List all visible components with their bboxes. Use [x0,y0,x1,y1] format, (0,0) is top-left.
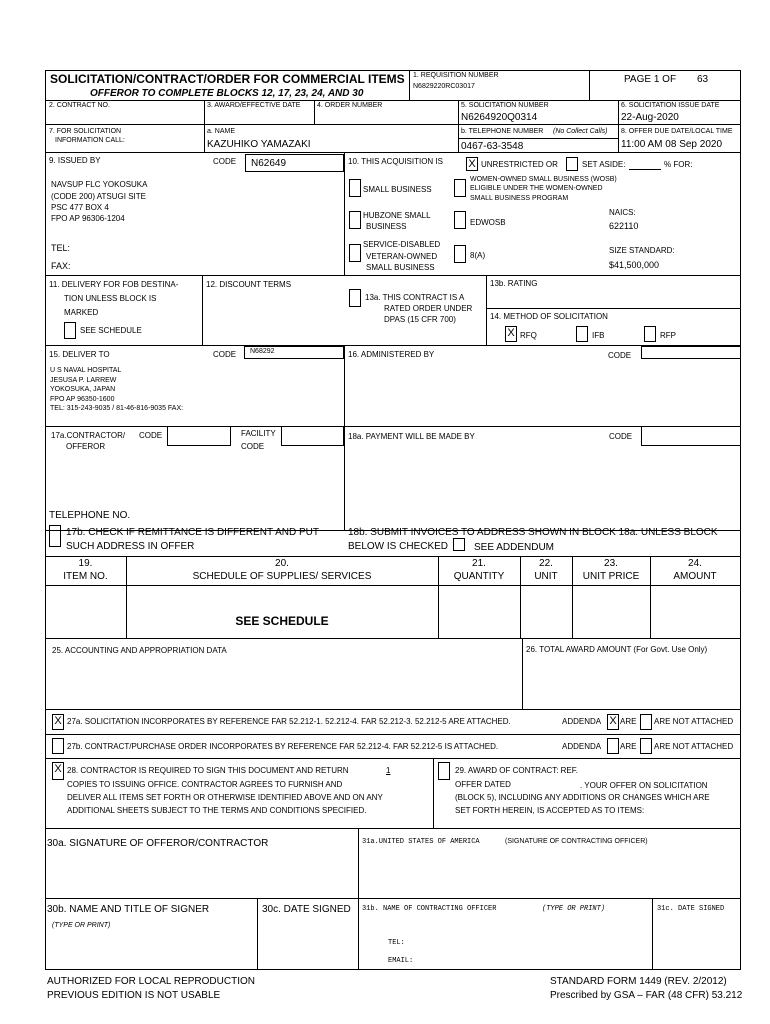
sdvosb-label-1: SERVICE-DISABLED [363,240,441,249]
addenda-27a-are-label: ARE [620,717,637,726]
small-business-checkbox[interactable] [349,179,361,197]
signature-officer-note: (SIGNATURE OF CONTRACTING OFFICER) [505,838,648,845]
deliver-code-value: N68292 [250,348,275,355]
award-line-2b: . YOUR OFFER ON SOLICITATION [580,781,708,790]
clause-27b-checkbox[interactable] [52,738,64,754]
signer-name-label: 30b. NAME AND TITLE OF SIGNER [47,904,210,915]
rfp-checkbox[interactable] [644,326,656,342]
name-value[interactable]: KAZUHIKO YAMAZAKI [207,139,311,150]
discount-terms-label: 12. DISCOUNT TERMS [206,280,292,289]
award-line-2: OFFER DATED [455,780,511,789]
naics-value[interactable]: 622110 [609,221,639,231]
size-standard-value[interactable]: $41,500,000 [609,260,660,270]
issued-line-2: (CODE 200) ATSUGI SITE [51,192,146,201]
payment-label: 18a. PAYMENT WILL BE MADE BY [348,432,475,441]
administered-code-label: CODE [608,351,632,360]
sdvosb-label-3: SMALL BUSINESS [366,263,435,272]
set-aside-checkbox[interactable] [566,157,578,171]
contractor-code-box[interactable] [167,426,231,446]
date-signed-label: 30c. DATE SIGNED [262,904,351,915]
telephone-value[interactable]: 0467-63-3548 [461,141,524,152]
size-standard-label: SIZE STANDARD: [609,246,675,255]
deliver-code-label: CODE [213,350,237,359]
footer-right-1: STANDARD FORM 1449 (REV. 2/2012) [550,976,727,987]
solicitation-number-label: 5. SOLICITATION NUMBER [461,102,549,109]
administered-by-label: 16. ADMINISTERED BY [348,350,435,359]
offer-due-value[interactable]: 11:00 AM 08 Sep 2020 [621,139,723,150]
issued-code-box[interactable] [245,154,344,172]
unrestricted-checkbox[interactable]: X [466,157,478,171]
addenda-27b-are-label: ARE [620,742,637,751]
issued-line-3: PSC 477 BOX 4 [51,203,109,212]
deliver-line-1: U S NAVAL HOSPITAL [50,367,122,374]
rfp-label: RFP [660,331,676,340]
col-24-num: 24. [688,558,702,569]
award-date-label: 3. AWARD/EFFECTIVE DATE [207,102,301,109]
signature-usa-label: 31a.UNITED STATES OF AMERICA [362,838,480,846]
rated-label-1: 13a. THIS CONTRACT IS A [365,293,465,302]
award-checkbox[interactable] [438,762,450,780]
award-line-1: 29. AWARD OF CONTRACT: REF. [455,766,578,775]
contractor-code-label: CODE [139,431,163,440]
percent-for-label: % FOR: [664,160,693,169]
footer-left-1: AUTHORIZED FOR LOCAL REPRODUCTION [47,976,255,987]
invoice-label-1: 18b. SUBMIT INVOICES TO ADDRESS SHOWN IN BLOCK 18a. UNLESS BLOCK [348,527,718,538]
wosb-checkbox[interactable] [454,179,466,197]
addenda-27b-label: ADDENDA [562,742,602,751]
col-22-header: UNIT [534,571,558,582]
offer-due-label: 8. OFFER DUE DATE/LOCAL TIME [621,128,733,135]
telephone-label: b. TELEPHONE NUMBER [461,128,544,135]
edwosb-checkbox[interactable] [454,211,466,229]
rated-label-2: RATED ORDER UNDER [384,304,473,313]
clause-27b-text: 27b. CONTRACT/PURCHASE ORDER INCORPORATES BY REFERENCE FAR 52.212-4. FAR 52.212-5 IS ATTACHED. [67,742,499,751]
total-award-label: 26. TOTAL AWARD AMOUNT (For Govt. Use Only) [526,645,708,654]
ifb-label: IFB [592,331,605,340]
hubzone-label-1: HUBZONE SMALL [363,211,431,220]
clause-27a-checkbox[interactable]: X [52,714,64,730]
addenda-27b-not-checkbox[interactable] [640,738,652,754]
facility-label-1: FACILITY [241,429,276,438]
for-info-label-2: INFORMATION CALL: [55,137,125,144]
col-22-num: 22. [539,558,553,569]
payment-code-label: CODE [609,432,633,441]
ifb-checkbox[interactable] [576,326,588,342]
telephone-note: (No Collect Calls) [553,128,608,135]
for-info-label: 7. FOR SOLICITATION [49,128,122,135]
col-19-header: ITEM NO. [63,571,108,582]
rfq-checkbox[interactable]: X [505,326,517,342]
remittance-checkbox[interactable] [49,525,61,547]
naics-label: NAICS: [609,208,636,217]
order-number-label: 4. ORDER NUMBER [317,102,383,109]
form-subtitle: OFFEROR TO COMPLETE BLOCKS 12, 17, 23, 24, AND 30 [90,88,364,99]
payment-code-box[interactable] [641,426,741,446]
col-19-num: 19. [78,558,93,569]
issued-line-4: FPO AP 96306-1204 [51,214,125,223]
issued-tel: TEL: [51,243,71,253]
addenda-27b-not-label: ARE NOT ATTACHED [654,742,734,751]
small-business-label: SMALL BUSINESS [363,185,432,194]
copies-value[interactable]: 1 [386,766,391,775]
col-20-header: SCHEDULE OF SUPPLIES/ SERVICES [192,571,372,582]
contractor-label-2: OFFEROR [66,442,106,451]
officer-name-note: (TYPE OR PRINT) [542,905,606,913]
col-20-num: 20. [275,558,289,569]
acquisition-label: 10. THIS ACQUISITION IS [348,157,443,166]
solicitation-date-value[interactable]: 22-Aug-2020 [621,112,679,123]
col-21-num: 21. [472,558,486,569]
deliver-line-2: JESUSA P. LARREW [50,377,117,384]
see-addendum-label: SEE ADDENDUM [474,542,555,553]
contractor-label-1: 17a.CONTRACTOR/ [51,431,126,440]
award-line-4: SET FORTH HEREIN, IS ACCEPTED AS TO ITEMS: [455,806,645,815]
rated-order-checkbox[interactable] [349,289,361,307]
eight-a-checkbox[interactable] [454,245,466,263]
solicitation-number-value[interactable]: N6264920Q0314 [461,112,538,123]
page-label: PAGE 1 OF [624,74,677,85]
col-24-header: AMOUNT [673,571,717,582]
officer-name-label: 31b. NAME OF CONTRACTING OFFICER [362,905,497,913]
see-schedule-label: SEE SCHEDULE [80,326,142,335]
name-label: a. NAME [207,128,236,135]
rfq-label: RFQ [520,331,537,340]
wosb-label-3: SMALL BUSINESS PROGRAM [470,195,569,202]
footer-right-2: Prescribed by GSA – FAR (48 CFR) 53.212 [550,990,743,1001]
see-addendum-checkbox[interactable] [453,538,465,551]
requisition-value[interactable]: N6829220RC03017 [413,83,475,90]
set-aside-label: SET ASIDE: [582,160,626,169]
addenda-27a-not-checkbox[interactable] [640,714,652,730]
facility-label-2: CODE [241,442,265,451]
deliver-code-box[interactable] [244,346,344,359]
issued-line-1: NAVSUP FLC YOKOSUKA [51,180,148,189]
wosb-label-2: ELIGIBLE UNDER THE WOMEN-OWNED [470,185,603,192]
addenda-27a-are-checkbox[interactable]: X [607,714,619,730]
requisition-label: 1. REQUISITION NUMBER [413,72,499,79]
col-23-header: UNIT PRICE [582,571,640,582]
officer-date-label: 31c. DATE SIGNED [657,905,725,913]
form-title: SOLICITATION/CONTRACT/ORDER FOR COMMERCIAL ITEMS [50,72,405,86]
col-21-header: QUANTITY [453,571,505,582]
hubzone-label-2: BUSINESS [366,222,407,231]
officer-email-label: EMAIL: [388,957,414,965]
contractor-sign-line-4: ADDITIONAL SHEETS SUBJECT TO THE TERMS AND CONDITIONS SPECIFIED. [67,806,367,815]
accounting-label: 25. ACCOUNTING AND APPROPRIATION DATA [52,646,227,655]
administered-code-box[interactable] [641,346,741,359]
issued-code-value: N62649 [251,158,287,169]
schedule-body: SEE SCHEDULE [235,614,329,628]
unrestricted-label: UNRESTRICTED OR [481,160,558,169]
page-total: 63 [697,74,709,85]
contractor-sign-line-2: COPIES TO ISSUING OFFICE. CONTRACTOR AGREES TO FURNISH AND [67,780,343,789]
sdvosb-label-2: VETERAN-OWNED [366,252,438,261]
contractor-sign-line-3: DELIVER ALL ITEMS SET FORTH OR OTHERWISE IDENTIFIED ABOVE AND ON ANY [67,793,383,802]
addenda-27a-not-label: ARE NOT ATTACHED [654,717,734,726]
clause-27a-text: 27a. SOLICITATION INCORPORATES BY REFERENCE FAR 52.212-1. 52.212-4. FAR 52.212-3. 52.212-5 ARE ATTACHED. [67,717,511,726]
wosb-label-1: WOMEN-OWNED SMALL BUSINESS (WOSB) [470,176,617,183]
addenda-27b-are-checkbox[interactable] [607,738,619,754]
sdvosb-checkbox[interactable] [349,244,361,262]
issued-code-label: CODE [213,157,237,166]
signer-name-note: (TYPE OR PRINT) [52,922,111,929]
facility-code-box[interactable] [281,426,344,446]
footer-left-2: PREVIOUS EDITION IS NOT USABLE [47,990,221,1001]
telephone-no-label: TELEPHONE NO. [49,510,131,521]
delivery-label-3: MARKED [64,308,99,317]
col-23-num: 23. [604,558,618,569]
delivery-label-2: TION UNLESS BLOCK IS [64,294,157,303]
contractor-sign-checkbox[interactable]: X [52,762,64,780]
deliver-line-5: TEL: 315-243-9035 / 81-46-816-9035 FAX: [50,405,184,412]
eight-a-label: 8(A) [470,251,486,260]
issued-by-label: 9. ISSUED BY [49,156,101,165]
remittance-label-2: SUCH ADDRESS IN OFFER [66,541,195,552]
rating-label: 13b. RATING [490,279,538,288]
method-label: 14. METHOD OF SOLICITATION [490,312,608,321]
contract-no-label: 2. CONTRACT NO. [49,102,110,109]
remittance-label-1: 17b. CHECK IF REMITTANCE IS DIFFERENT AND PUT [66,527,319,538]
award-line-3: (BLOCK 5), INCLUDING ANY ADDITIONS OR CHANGES WHICH ARE [455,793,710,802]
signature-offeror-label: 30a. SIGNATURE OF OFFEROR/CONTRACTOR [47,838,269,849]
see-schedule-checkbox[interactable] [64,322,76,339]
officer-tel-label: TEL: [388,939,405,947]
deliver-line-3: YOKOSUKA, JAPAN [50,386,116,393]
invoice-label-2: BELOW IS CHECKED [348,541,449,552]
hubzone-checkbox[interactable] [349,211,361,229]
delivery-label-1: 11. DELIVERY FOR FOB DESTINA- [49,280,179,289]
contractor-sign-line-1: 28. CONTRACTOR IS REQUIRED TO SIGN THIS DOCUMENT AND RETURN [67,766,349,775]
edwosb-label: EDWOSB [470,218,506,227]
issued-fax: FAX: [51,261,71,271]
deliver-line-4: FPO AP 96350-1600 [50,396,115,403]
rated-label-3: DPAS (15 CFR 700) [384,315,456,324]
deliver-to-label: 15. DELIVER TO [49,350,110,359]
addenda-27a-label: ADDENDA [562,717,602,726]
solicitation-date-label: 6. SOLICITATION ISSUE DATE [621,102,720,109]
